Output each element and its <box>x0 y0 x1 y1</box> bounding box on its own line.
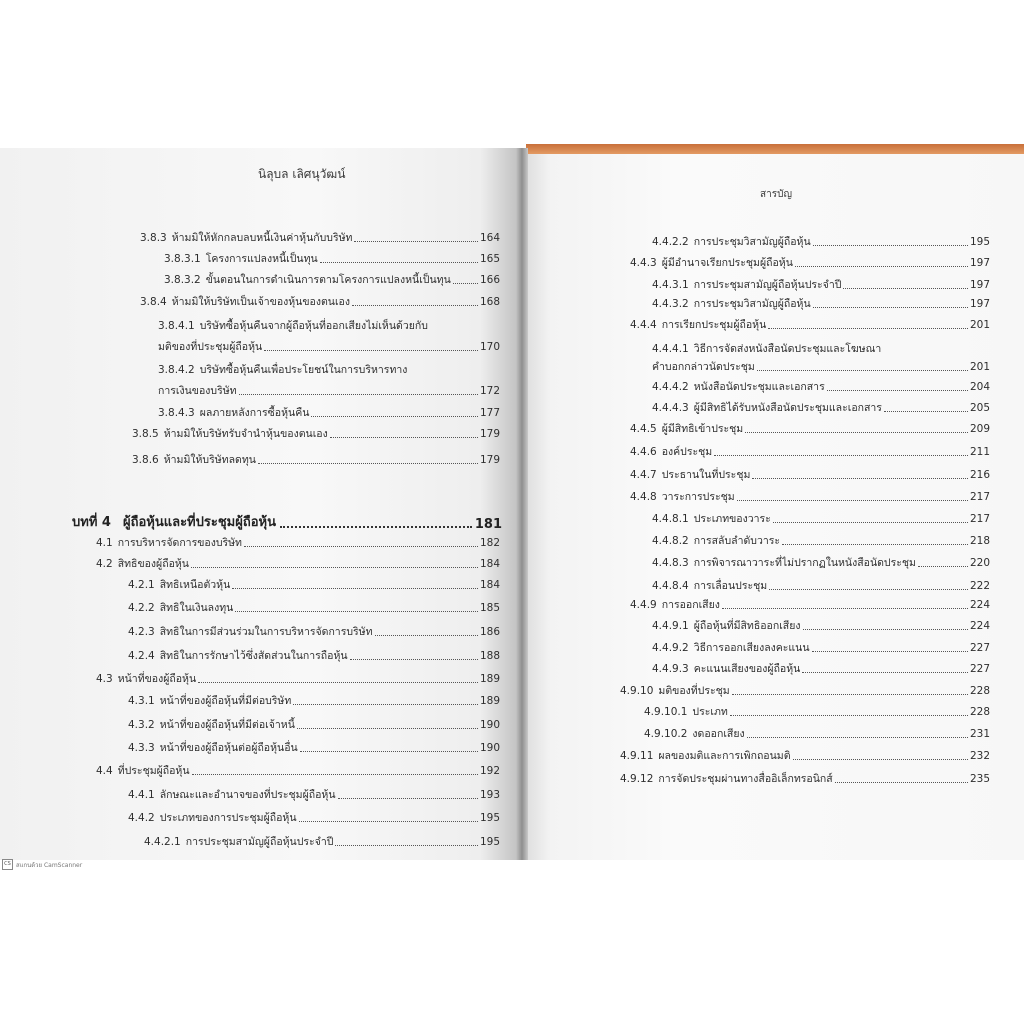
toc-entry <box>128 650 500 663</box>
toc-entry <box>652 343 990 356</box>
toc-leader-dots <box>773 522 968 523</box>
toc-entry <box>652 279 990 292</box>
toc-leader-dots <box>352 305 478 306</box>
toc-leader-dots <box>192 774 478 775</box>
chapter-4-heading <box>72 511 502 532</box>
toc-entry-page: 179 <box>479 428 500 440</box>
toc-entry-page: 224 <box>969 620 990 632</box>
toc-entry <box>128 695 500 708</box>
toc-entry <box>164 274 500 287</box>
toc-leader-dots <box>795 266 968 267</box>
toc-entry-title: ห้ามมิให้บริษัทรับจำนำหุ้นของตนเอง <box>163 428 328 440</box>
toc-leader-dots <box>338 798 478 799</box>
chapter-leader-dots <box>280 526 472 528</box>
toc-entry-number: 4.1 <box>96 537 113 549</box>
toc-entry-page: 235 <box>969 773 990 785</box>
toc-leader-dots <box>244 546 478 547</box>
toc-entry <box>140 232 500 245</box>
toc-entry-page: 228 <box>969 706 990 718</box>
toc-entry <box>652 535 990 548</box>
toc-entry-title: การประชุมวิสามัญผู้ถือหุ้น <box>693 298 811 310</box>
toc-entry-number: 4.3.3 <box>128 742 155 754</box>
toc-entry-number: 4.2 <box>96 558 113 570</box>
toc-entry-page: 231 <box>969 728 990 740</box>
toc-entry-title: การเลื่อนประชุม <box>693 580 768 592</box>
toc-entry-title: การพิจารณาวาระที่ไม่ปรากฏในหนังสือนัดประชุม <box>693 557 916 569</box>
toc-entry-title: ประธานในที่ประชุม <box>661 469 751 481</box>
toc-entry-number: 4.4.7 <box>630 469 657 481</box>
toc-entry-title: ประเภทของการประชุมผู้ถือหุ้น <box>159 812 297 824</box>
toc-entry <box>644 728 990 741</box>
toc-entry <box>630 491 990 504</box>
toc-leader-dots <box>297 728 478 729</box>
toc-entry-page: 182 <box>479 537 500 549</box>
toc-entry-title: ผู้มีสิทธิได้รับหนังสือนัดประชุมและเอกสาร <box>693 402 882 414</box>
toc-entry-number: 4.4.4.3 <box>652 402 689 414</box>
toc-leader-dots <box>235 611 478 612</box>
toc-entry <box>128 719 500 732</box>
toc-entry-title: ขั้นตอนในการดำเนินการตามโครงการแปลงหนี้เป็นทุน <box>205 274 451 286</box>
toc-entry-number: 4.4.8.1 <box>652 513 689 525</box>
toc-entry-title: บริษัทซื้อหุ้นคืนจากผู้ถือหุ้นที่ออกเสียงไม่เห็นด้วยกับ <box>199 320 428 332</box>
book-cover-edge <box>526 144 1024 154</box>
toc-leader-dots <box>747 737 968 738</box>
toc-entry-number: 4.4.9.1 <box>652 620 689 632</box>
toc-entry-page: 184 <box>479 558 500 570</box>
toc-entry-title: การจัดประชุมผ่านทางสื่ออิเล็กทรอนิกส์ <box>658 773 833 785</box>
toc-entry-page: 197 <box>969 298 990 310</box>
toc-leader-dots <box>320 262 478 263</box>
toc-entry-page: 190 <box>479 719 500 731</box>
toc-leader-dots <box>714 455 968 456</box>
toc-entry-number: 3.8.4.1 <box>158 320 195 332</box>
toc-entry-title: ผู้มีสิทธิเข้าประชุม <box>661 423 744 435</box>
toc-leader-dots <box>191 567 478 568</box>
toc-entry-number: 3.8.3.1 <box>164 253 201 265</box>
toc-entry <box>128 742 500 755</box>
toc-entry-number: 3.8.4.2 <box>158 364 195 376</box>
right-page-header: สารบัญ <box>760 189 792 200</box>
toc-entry-title: ประเภท <box>692 706 728 718</box>
toc-entry-number: 4.4.4.2 <box>652 381 689 393</box>
toc-entry-title: คำบอกกล่าวนัดประชุม <box>652 361 755 373</box>
chapter-title: ผู้ถือหุ้นและที่ประชุมผู้ถือหุ้น <box>122 515 276 530</box>
toc-entry <box>96 558 500 571</box>
toc-entry <box>158 407 500 420</box>
toc-entry-page: 172 <box>479 385 500 397</box>
toc-entry-title: หน้าที่ของผู้ถือหุ้นต่อผู้ถือหุ้นอื่น <box>159 742 298 754</box>
toc-entry-page: 228 <box>969 685 990 697</box>
toc-entry <box>630 257 990 270</box>
toc-entry-number: 4.2.1 <box>128 579 155 591</box>
toc-entry <box>630 319 990 332</box>
toc-entry <box>652 236 990 249</box>
toc-entry-page: 190 <box>479 742 500 754</box>
toc-entry-title: สิทธิในการรักษาไว้ซึ่งสัดส่วนในการถือหุ้น <box>159 650 348 662</box>
chapter-label: บทที่ 4 <box>72 515 111 530</box>
toc-entry-number: 3.8.3 <box>140 232 167 244</box>
toc-entry-number: 3.8.4 <box>140 296 167 308</box>
toc-leader-dots <box>299 821 478 822</box>
toc-entry-title: วิธีการออกเสียงลงคะแนน <box>693 642 810 654</box>
toc-entry-page: 193 <box>479 789 500 801</box>
toc-entry-number: 4.3.2 <box>128 719 155 731</box>
toc-entry <box>158 364 500 377</box>
toc-entry-number: 4.4.2 <box>128 812 155 824</box>
toc-entry-title: หน้าที่ของผู้ถือหุ้นที่มีต่อเจ้าหนี้ <box>159 719 295 731</box>
toc-entry <box>620 773 990 786</box>
toc-entry <box>128 579 500 592</box>
toc-entry <box>644 706 990 719</box>
toc-entry-number: 4.9.10 <box>620 685 654 697</box>
toc-entry-page: 164 <box>479 232 500 244</box>
toc-leader-dots <box>769 589 968 590</box>
toc-entry-page: 224 <box>969 599 990 611</box>
toc-entry-page: 205 <box>969 402 990 414</box>
toc-leader-dots <box>835 782 968 783</box>
toc-entry-title: งดออกเสียง <box>692 728 745 740</box>
toc-entry-number: 4.4.9 <box>630 599 657 611</box>
toc-entry-page: 177 <box>479 407 500 419</box>
toc-entry-title: สิทธิในเงินลงทุน <box>159 602 234 614</box>
toc-entry-title: สิทธิในการมีส่วนร่วมในการบริหารจัดการบริษัท <box>159 626 373 638</box>
toc-leader-dots <box>264 350 478 351</box>
toc-entry-title: หน้าที่ของผู้ถือหุ้นที่มีต่อบริษัท <box>159 695 292 707</box>
toc-entry-number: 4.4.2.1 <box>144 836 181 848</box>
toc-leader-dots <box>918 566 968 567</box>
toc-entry-page: 195 <box>479 836 500 848</box>
toc-entry-number: 3.8.6 <box>132 454 159 466</box>
toc-entry-number: 4.2.3 <box>128 626 155 638</box>
toc-entry-title: ประเภทของวาระ <box>693 513 771 525</box>
toc-entry <box>652 402 990 415</box>
toc-leader-dots <box>884 411 968 412</box>
toc-entry-page: 227 <box>969 642 990 654</box>
toc-entry-page: 204 <box>969 381 990 393</box>
toc-entry-title: วาระการประชุม <box>661 491 735 503</box>
toc-entry-title: การเรียกประชุมผู้ถือหุ้น <box>661 319 767 331</box>
toc-entry <box>128 602 500 615</box>
toc-entry-number: 3.8.3.2 <box>164 274 201 286</box>
toc-entry-page: 188 <box>479 650 500 662</box>
toc-entry-page: 189 <box>479 673 500 685</box>
toc-entry <box>652 580 990 593</box>
book-binding <box>516 148 528 860</box>
toc-entry-page: 232 <box>969 750 990 762</box>
toc-entry <box>128 626 500 639</box>
toc-entry <box>620 685 990 698</box>
toc-entry-number: 4.4.5 <box>630 423 657 435</box>
toc-leader-dots <box>293 704 478 705</box>
toc-entry-page: 192 <box>479 765 500 777</box>
toc-entry-title: การประชุมสามัญผู้ถือหุ้นประจำปี <box>693 279 842 291</box>
toc-entry-title: ผู้มีอำนาจเรียกประชุมผู้ถือหุ้น <box>661 257 793 269</box>
toc-entry-title: การประชุมวิสามัญผู้ถือหุ้น <box>693 236 811 248</box>
toc-leader-dots <box>732 694 968 695</box>
toc-entry-page: 197 <box>969 279 990 291</box>
toc-entry <box>128 789 500 802</box>
chapter-page: 181 <box>474 517 502 532</box>
toc-entry-page: 186 <box>479 626 500 638</box>
left-page-header: นิลุบล เลิศนุวัฒน์ <box>258 167 346 181</box>
toc-entry-title: การสลับลำดับวาระ <box>693 535 781 547</box>
toc-leader-dots <box>375 635 478 636</box>
toc-entry-page: 168 <box>479 296 500 308</box>
toc-entry-page: 165 <box>479 253 500 265</box>
toc-entry-page: 201 <box>969 319 990 331</box>
toc-leader-dots <box>335 845 478 846</box>
toc-entry <box>132 454 500 467</box>
toc-entry-title: หนังสือนัดประชุมและเอกสาร <box>693 381 825 393</box>
toc-entry-page: 195 <box>479 812 500 824</box>
toc-entry <box>652 620 990 633</box>
toc-leader-dots <box>813 307 968 308</box>
toc-entry-page: 179 <box>479 454 500 466</box>
toc-entry-number: 4.4.4.1 <box>652 343 689 355</box>
toc-entry-page: 189 <box>479 695 500 707</box>
toc-entry-number: 4.4.3 <box>630 257 657 269</box>
toc-entry-page: 227 <box>969 663 990 675</box>
toc-entry-page: 166 <box>479 274 500 286</box>
toc-leader-dots <box>827 390 968 391</box>
toc-entry-number: 4.4.3.2 <box>652 298 689 310</box>
toc-entry-title: การบริหารจัดการของบริษัท <box>117 537 242 549</box>
toc-entry-number: 4.9.10.1 <box>644 706 688 718</box>
toc-entry-number: 4.4.2.2 <box>652 236 689 248</box>
toc-entry-page: 195 <box>969 236 990 248</box>
toc-leader-dots <box>354 241 478 242</box>
camscanner-watermark <box>2 859 82 870</box>
toc-entry-title: สิทธิเหนือตัวหุ้น <box>159 579 231 591</box>
toc-entry-title: ห้ามมิให้หักกลบลบหนี้เงินค่าหุ้นกับบริษัท <box>171 232 353 244</box>
toc-entry-page: 185 <box>479 602 500 614</box>
toc-entry-page: 222 <box>969 580 990 592</box>
toc-entry <box>164 253 500 266</box>
toc-entry-number: 4.4.8.2 <box>652 535 689 547</box>
toc-entry <box>620 750 990 763</box>
toc-leader-dots <box>198 682 478 683</box>
toc-entry-title: โครงการแปลงหนี้เป็นทุน <box>205 253 318 265</box>
toc-entry-title: ผลภายหลังการซื้อหุ้นคืน <box>199 407 310 419</box>
toc-entry-title: องค์ประชุม <box>661 446 713 458</box>
toc-entry <box>652 663 990 676</box>
toc-leader-dots <box>843 288 968 289</box>
toc-entry <box>652 642 990 655</box>
toc-entry-page: 217 <box>969 491 990 503</box>
toc-entry-title: ห้ามมิให้บริษัทเป็นเจ้าของหุ้นของตนเอง <box>171 296 350 308</box>
toc-leader-dots <box>239 394 478 395</box>
toc-entry <box>630 446 990 459</box>
toc-entry <box>158 341 500 354</box>
toc-leader-dots <box>730 715 968 716</box>
toc-entry-page: 201 <box>969 361 990 373</box>
toc-leader-dots <box>258 463 478 464</box>
toc-entry <box>158 320 500 333</box>
toc-leader-dots <box>793 759 968 760</box>
toc-entry-title: วิธีการจัดส่งหนังสือนัดประชุมและโฆษณา <box>693 343 882 355</box>
toc-entry-number: 4.4 <box>96 765 113 777</box>
toc-entry <box>158 385 500 398</box>
toc-entry-title: หน้าที่ของผู้ถือหุ้น <box>117 673 197 685</box>
toc-entry-number: 4.3.1 <box>128 695 155 707</box>
toc-entry-title: คะแนนเสียงของผู้ถือหุ้น <box>693 663 801 675</box>
toc-entry-page: 217 <box>969 513 990 525</box>
toc-entry-page: 170 <box>479 341 500 353</box>
toc-leader-dots <box>745 432 968 433</box>
toc-entry <box>630 423 990 436</box>
toc-entry <box>652 513 990 526</box>
toc-leader-dots <box>232 588 478 589</box>
toc-leader-dots <box>311 416 478 417</box>
toc-entry <box>652 298 990 311</box>
toc-entry <box>652 557 990 570</box>
toc-leader-dots <box>813 245 968 246</box>
toc-entry-number: 4.4.8.3 <box>652 557 689 569</box>
toc-entry-title: ลักษณะและอำนาจของที่ประชุมผู้ถือหุ้น <box>159 789 336 801</box>
toc-entry-title: การออกเสียง <box>661 599 720 611</box>
toc-leader-dots <box>350 659 478 660</box>
toc-entry-title: บริษัทซื้อหุ้นคืนเพื่อประโยชน์ในการบริหารทาง <box>199 364 408 376</box>
toc-entry <box>96 537 500 550</box>
toc-entry-number: 4.4.3.1 <box>652 279 689 291</box>
toc-entry-number: 4.9.10.2 <box>644 728 688 740</box>
toc-leader-dots <box>802 672 968 673</box>
toc-entry <box>132 428 500 441</box>
toc-entry-number: 4.4.9.2 <box>652 642 689 654</box>
toc-entry <box>140 296 500 309</box>
toc-entry-title: การประชุมสามัญผู้ถือหุ้นประจำปี <box>185 836 334 848</box>
toc-leader-dots <box>757 370 968 371</box>
toc-entry <box>652 361 990 374</box>
toc-entry-number: 4.2.2 <box>128 602 155 614</box>
toc-entry <box>144 836 500 849</box>
toc-entry-number: 3.8.5 <box>132 428 159 440</box>
toc-entry <box>630 599 990 612</box>
toc-entry-number: 4.9.11 <box>620 750 654 762</box>
toc-entry-title: มติของที่ประชุมผู้ถือหุ้น <box>158 341 263 353</box>
toc-entry-page: 209 <box>969 423 990 435</box>
toc-leader-dots <box>752 478 968 479</box>
camscanner-logo-icon: CS <box>2 859 13 870</box>
toc-entry <box>128 812 500 825</box>
toc-entry <box>96 765 500 778</box>
toc-entry-number: 4.4.9.3 <box>652 663 689 675</box>
toc-entry-page: 218 <box>969 535 990 547</box>
toc-leader-dots <box>300 751 478 752</box>
toc-entry-page: 211 <box>969 446 990 458</box>
toc-entry-title: ผู้ถือหุ้นที่มีสิทธิออกเสียง <box>693 620 801 632</box>
toc-entry-title: ห้ามมิให้บริษัทลดทุน <box>163 454 256 466</box>
toc-leader-dots <box>782 544 968 545</box>
toc-entry <box>630 469 990 482</box>
toc-entry <box>652 381 990 394</box>
toc-entry-number: 4.4.8.4 <box>652 580 689 592</box>
toc-entry-title: ที่ประชุมผู้ถือหุ้น <box>117 765 190 777</box>
toc-leader-dots <box>812 651 968 652</box>
toc-entry-number: 4.3 <box>96 673 113 685</box>
toc-entry-title: ผลของมติและการเพิกถอนมติ <box>658 750 791 762</box>
toc-leader-dots <box>722 608 968 609</box>
toc-entry-page: 197 <box>969 257 990 269</box>
toc-entry <box>96 673 500 686</box>
toc-entry-title: สิทธิของผู้ถือหุ้น <box>117 558 189 570</box>
toc-leader-dots <box>453 283 478 284</box>
camscanner-text: สแกนด้วย CamScanner <box>16 861 83 869</box>
toc-entry-title: การเงินของบริษัท <box>158 385 237 397</box>
toc-entry-number: 4.4.1 <box>128 789 155 801</box>
toc-entry-number: 4.4.8 <box>630 491 657 503</box>
toc-leader-dots <box>737 500 968 501</box>
toc-entry-number: 3.8.4.3 <box>158 407 195 419</box>
toc-entry-number: 4.9.12 <box>620 773 654 785</box>
toc-entry-number: 4.4.4 <box>630 319 657 331</box>
toc-entry-page: 216 <box>969 469 990 481</box>
toc-leader-dots <box>768 328 968 329</box>
toc-entry-title: มติของที่ประชุม <box>658 685 730 697</box>
toc-entry-page: 220 <box>969 557 990 569</box>
toc-leader-dots <box>803 629 968 630</box>
toc-leader-dots <box>330 437 478 438</box>
toc-entry-number: 4.2.4 <box>128 650 155 662</box>
toc-entry-page: 184 <box>479 579 500 591</box>
toc-entry-number: 4.4.6 <box>630 446 657 458</box>
